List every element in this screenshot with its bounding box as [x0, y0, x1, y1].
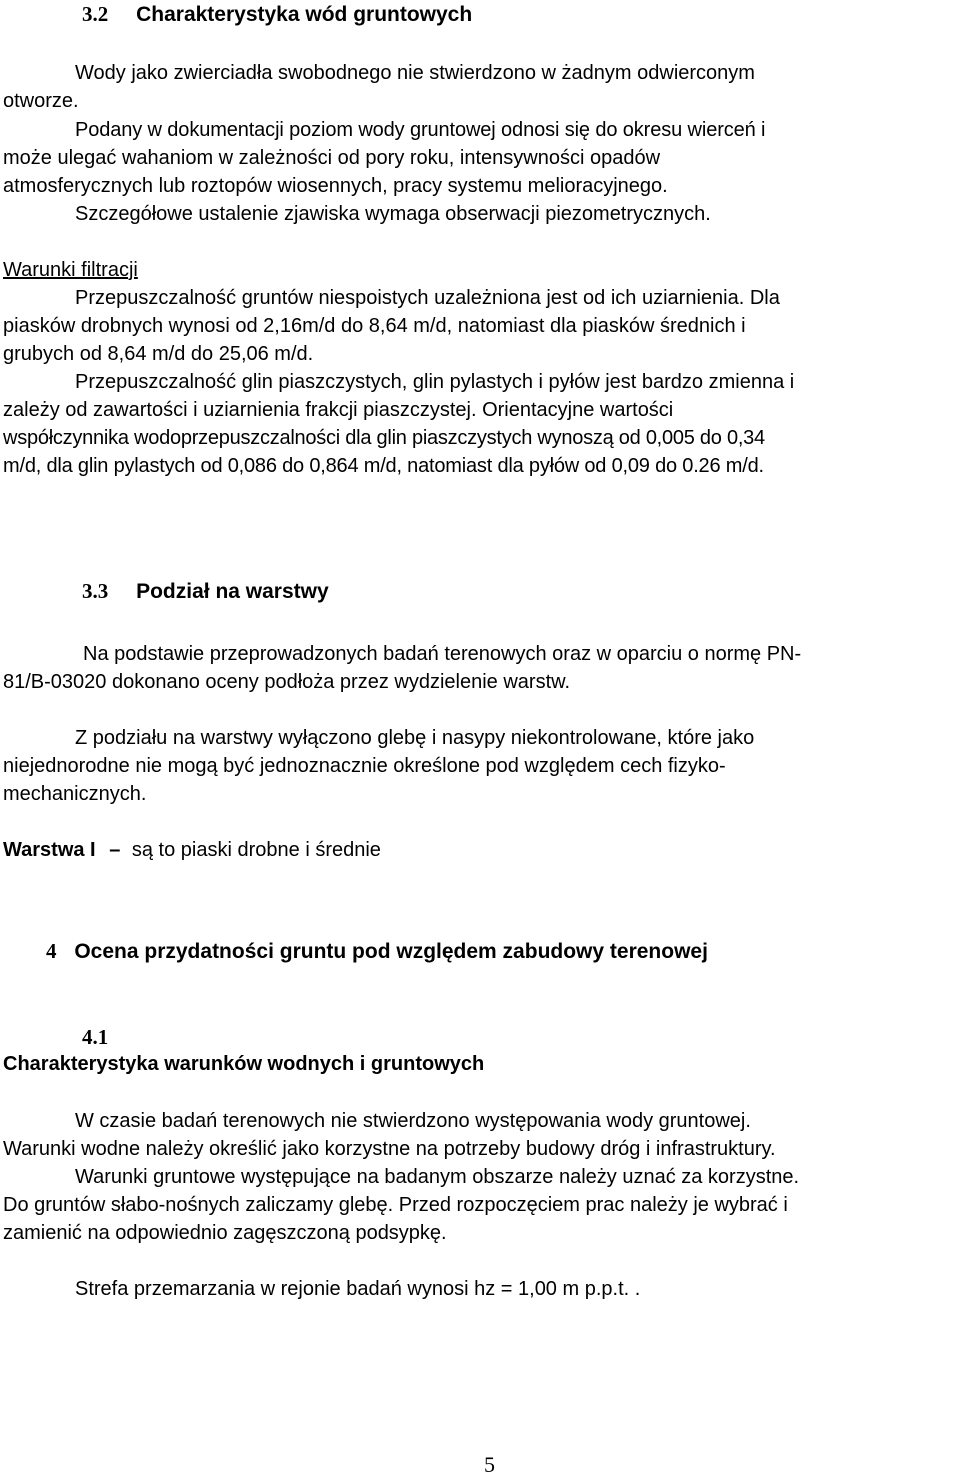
- text-line: Przepuszczalność gruntów niespoistych uzależniona jest od ich uziarnienia. Dla: [75, 287, 780, 309]
- section-title: Charakterystyka warunków wodnych i gruntowych: [3, 1053, 485, 1075]
- section-3-2-heading: [82, 0, 472, 29]
- text-line: Wody jako zwierciadła swobodnego nie stwierdzono w żadnym odwierconym: [75, 62, 755, 84]
- section-number: 3.3: [82, 579, 109, 603]
- text-line: Szczegółowe ustalenie zjawiska wymaga obserwacji piezometrycznych.: [75, 203, 711, 225]
- text-line: grubych od 8,64 m/d do 25,06 m/d.: [3, 343, 314, 365]
- text-line: Przepuszczalność glin piaszczystych, glin pylastych i pyłów jest bardzo zmienna i: [75, 371, 795, 393]
- layer-text: są to piaski drobne i średnie: [131, 839, 381, 861]
- section-title: Charakterystyka wód gruntowych: [136, 3, 473, 26]
- text-line: może ulegać wahaniom w zależności od pory roku, intensywności opadów: [3, 147, 661, 169]
- text-line: Warunki gruntowe występujące na badanym obszarze należy uznać za korzystne.: [75, 1166, 800, 1188]
- text-line: otworze.: [3, 90, 79, 112]
- section-4-heading: [46, 937, 708, 966]
- text-line: współczynnika wodoprzepuszczalności dla glin piaszczystych wynoszą od 0,005 do 0,34: [3, 427, 765, 449]
- text-line: 81/B-03020 dokonano oceny podłoża przez wydzielenie warstw.: [3, 671, 571, 693]
- section-title: Ocena przydatności gruntu pod względem zabudowy terenowej: [74, 940, 708, 963]
- section-3-3-heading: [82, 577, 329, 606]
- text-line: atmosferycznych lub roztopów wiosennych, pracy systemu melioracyjnego.: [3, 175, 668, 197]
- text-line: zamienić na odpowiednio zagęszczoną podsypkę.: [3, 1222, 447, 1244]
- section-number: 4: [46, 939, 57, 963]
- text-line: Warunki wodne należy określić jako korzystne na potrzeby budowy dróg i infrastruktury.: [3, 1138, 776, 1160]
- layer-label: Warstwa I: [3, 839, 96, 861]
- filtration-heading: Warunki filtracji: [3, 259, 138, 281]
- layer-dash: –: [109, 839, 121, 861]
- text-line: niejednorodne nie mogą być jednoznacznie określone pod względem cech fizyko-: [3, 755, 726, 777]
- text-line: Z podziału na warstwy wyłączono glebę i nasypy niekontrolowane, które jako: [75, 727, 755, 749]
- text-line: mechanicznych.: [3, 783, 147, 805]
- section-number: 3.2: [82, 2, 109, 26]
- text-line: zależy od zawartości i uziarnienia frakcji piaszczystej. Orientacyjne wartości: [3, 399, 674, 421]
- text-line: Podany w dokumentacji poziom wody gruntowej odnosi się do okresu wierceń i: [75, 119, 766, 141]
- text-line: piasków drobnych wynosi od 2,16m/d do 8,64 m/d, natomiast dla piasków średnich i: [3, 315, 746, 337]
- section-title: Podział na warstwy: [136, 580, 329, 603]
- text-line: Do gruntów słabo-nośnych zaliczamy glebę. Przed rozpoczęciem prac należy je wybrać i: [3, 1194, 788, 1216]
- text-line: m/d, dla glin pylastych od 0,086 do 0,864 m/d, natomiast dla pyłów od 0,09 do 0.26 m/d.: [3, 455, 764, 477]
- section-number: 4.1: [82, 1025, 109, 1049]
- text-line: Na podstawie przeprowadzonych badań terenowych oraz w oparciu o normę PN-: [83, 643, 802, 665]
- frost-depth-text: Strefa przemarzania w rejonie badań wynosi hz = 1,00 m p.p.t. .: [75, 1278, 641, 1300]
- text-line: W czasie badań terenowych nie stwierdzono występowania wody gruntowej.: [75, 1110, 751, 1132]
- page-number: 5: [484, 1452, 495, 1477]
- layer-description: [3, 836, 381, 864]
